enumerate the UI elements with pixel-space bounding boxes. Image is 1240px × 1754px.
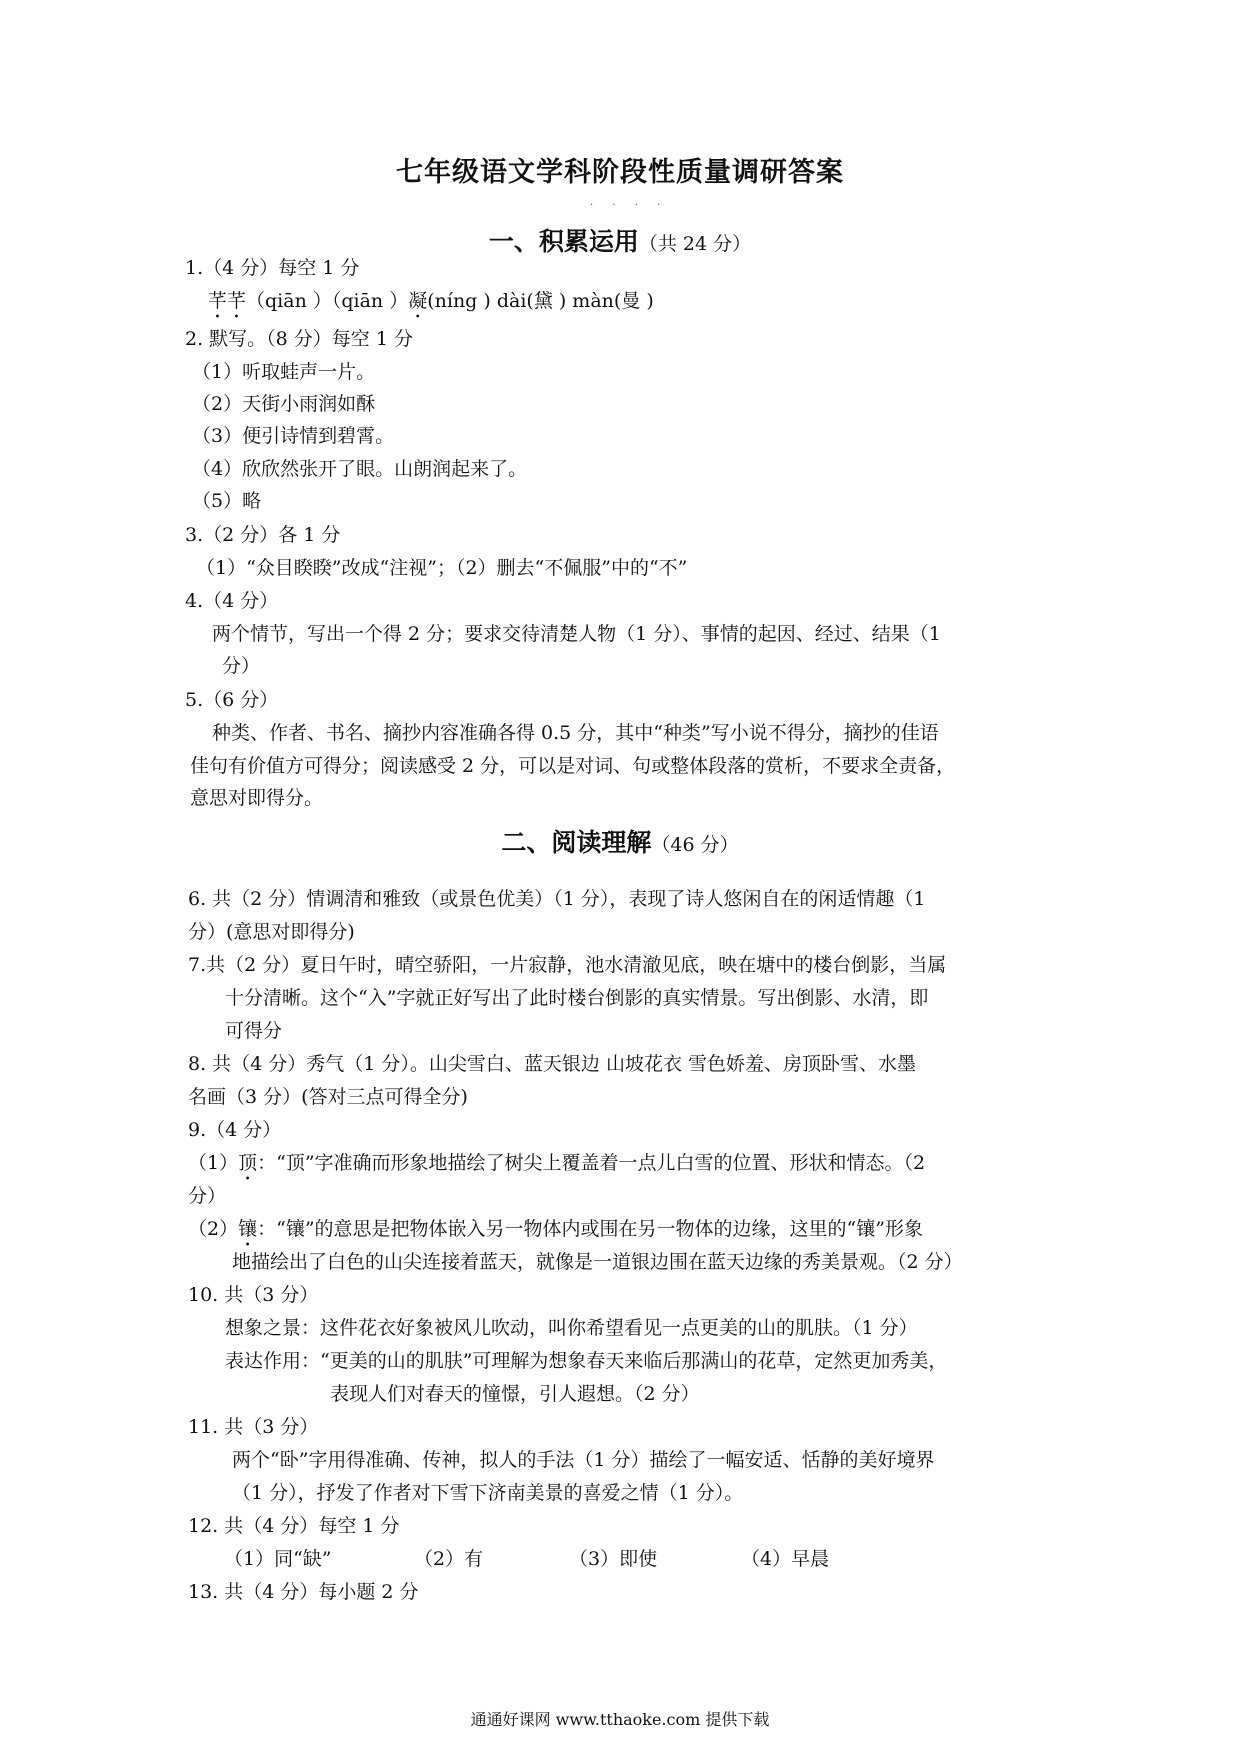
section-2-score: （46 分） <box>651 834 739 856</box>
q9-answer-4: 地描绘出了白色的山尖连接着蓝天，就像是一道银边围在蓝天边缘的秀美景观。（2 分） <box>232 1251 963 1273</box>
q1-rest: (níng ) dài(黛 ) màn(曼 ) <box>427 290 654 312</box>
q11-header: 11. 共（3 分） <box>188 1416 319 1438</box>
q10-answer-2: 表达作用：“更美的山的肌肤”可理解为想象春天来临后那满山的花草，定然更加秀美， <box>225 1350 948 1372</box>
q4-header: 4.（4 分） <box>185 590 279 612</box>
q7-answer-3: 可得分 <box>225 1020 283 1042</box>
q9-item2-text: ：“镶”的意思是把物体嵌入另一物体内或围在另一物体的边缘，这里的“镶”形象 <box>257 1218 923 1240</box>
q2-item-5: （5）略 <box>192 490 262 512</box>
section-2-title: 二、阅读理解 <box>501 828 652 857</box>
q1-word-emph: 芊芊 <box>208 290 247 312</box>
q9-header: 9.（4 分） <box>188 1119 282 1141</box>
q9-answer-2: 分） <box>188 1185 227 1207</box>
q9-item1-num: （1） <box>188 1152 239 1174</box>
page-title: 七年级语文学科阶段性质量调研答案 <box>396 157 844 188</box>
q6-answer-2: 分）(意思对即得分) <box>188 921 355 943</box>
q7-answer-1: 7.共（2 分）夏日午时，晴空骄阳，一片寂静，池水清澈见底，映在塘中的楼台倒影，当属 <box>188 954 947 976</box>
q5-answer-3: 意思对即得分。 <box>190 787 324 809</box>
q4-answer-2: 分） <box>222 655 261 677</box>
q12-answer-3: （3）即使 <box>569 1548 658 1570</box>
section-1-heading <box>0 222 1240 258</box>
q2-item-3: （3）便引诗情到碧霄。 <box>192 425 395 447</box>
q5-answer-1: 种类、作者、书名、摘抄内容准确各得 0.5 分，其中“种类”写小说不得分，摘抄的佳语 <box>212 722 939 744</box>
q2-item-4: （4）欣欣然张开了眼。山朗润起来了。 <box>192 458 528 480</box>
q3-answer: （1）“众目睽睽”改成“注视”；（2）删去“不佩服”中的“不” <box>196 557 688 579</box>
q12-header: 12. 共（4 分）每空 1 分 <box>188 1515 400 1537</box>
q9-answer-3 <box>188 1215 923 1251</box>
section-1-score: （共 24 分） <box>638 233 752 255</box>
q5-answer-2: 佳句有价值方可得分；阅读感受 2 分，可以是对词、句或整体段落的赏析，不要求全责备， <box>190 755 956 777</box>
q12-answer-4: （4）早晨 <box>741 1548 830 1570</box>
q4-answer-1: 两个情节，写出一个得 2 分；要求交待清楚人物（1 分）、事情的起因、经过、结果（1 <box>212 623 941 645</box>
q12-answers <box>224 1545 829 1573</box>
q11-answer-2: （1 分），抒发了作者对下雪下济南美景的喜爱之情（1 分）。 <box>232 1482 744 1504</box>
section-2-heading <box>0 823 1240 859</box>
q2-header: 2. 默写。（8 分）每空 1 分 <box>185 328 413 350</box>
q8-answer-1: 8. 共（4 分）秀气（1 分）。山尖雪白、蓝天银边 山坡花衣 雪色娇羞、房顶卧雪、水墨 <box>188 1053 917 1075</box>
q9-answer-1 <box>188 1149 925 1185</box>
q10-answer-3: 表现人们对春天的憧憬，引人遐想。（2 分） <box>330 1383 700 1405</box>
q10-answer-1: 想象之景：这件花衣好象被风儿吹动，叫你希望看见一点更美的山的肌肤。（1 分） <box>225 1317 918 1339</box>
q3-header: 3.（2 分）各 1 分 <box>185 524 341 546</box>
q13-header: 13. 共（4 分）每小题 2 分 <box>188 1581 419 1603</box>
section-1-title: 一、积累运用 <box>488 227 639 256</box>
q1-answer <box>208 287 654 323</box>
q1-pinyin: （qiān ）（qiān ） <box>246 290 409 312</box>
title-dots: · · · · <box>590 200 669 211</box>
q12-answer-2: （2）有 <box>414 1548 484 1570</box>
q2-item-1: （1）听取蛙声一片。 <box>192 361 376 383</box>
q9-item1-text: ：“顶”字准确而形象地描绘了树尖上覆盖着一点儿白雪的位置、形状和情态。（2 <box>257 1152 926 1174</box>
q9-item1-emph: 顶 <box>238 1152 258 1174</box>
q5-header: 5.（6 分） <box>185 689 279 711</box>
q7-answer-2: 十分清晰。这个“入”字就正好写出了此时楼台倒影的真实情景。写出倒影、水清，即 <box>225 987 929 1009</box>
page-footer: 通通好课网 www.tthaoke.com 提供下载 <box>470 1710 770 1729</box>
q8-answer-2: 名画（3 分）(答对三点可得全分) <box>188 1086 468 1108</box>
q11-answer-1: 两个“卧”字用得准确、传神，拟人的手法（1 分）描绘了一幅安适、恬静的美好境界 <box>232 1449 935 1471</box>
q9-item2-emph: 镶 <box>238 1218 258 1240</box>
q1-header: 1.（4 分）每空 1 分 <box>185 257 360 279</box>
q9-item2-num: （2） <box>188 1218 239 1240</box>
q10-header: 10. 共（3 分） <box>188 1284 319 1306</box>
q6-answer-1: 6. 共（2 分）情调清和雅致（或景色优美）（1 分），表现了诗人悠闲自在的闲适情趣（1 <box>188 888 926 910</box>
q2-item-2: （2）天街小雨润如酥 <box>192 393 376 415</box>
q1-char-emph: 凝 <box>408 290 428 312</box>
q12-answer-1: （1）同“缺” <box>224 1548 332 1570</box>
